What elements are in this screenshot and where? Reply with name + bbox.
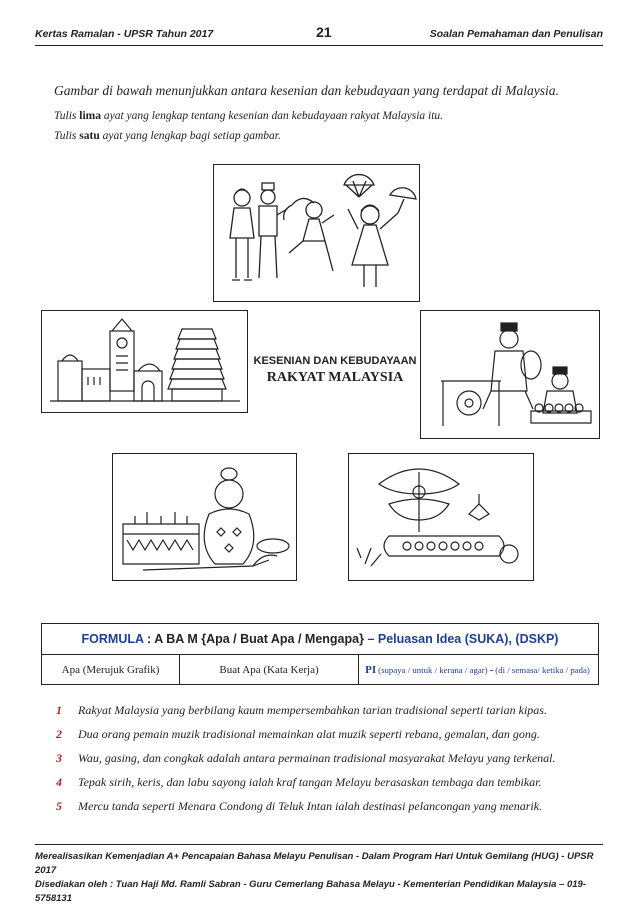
answer-item: 4 Tepak sirih, keris, dan labu sayong ialah kraf tangan Melayu berasaskan tembaga dan tembikar. (56, 775, 542, 789)
formula-extension: Peluasan Idea (SUKA), (DSKP) (377, 632, 559, 646)
header-right-text: Soalan Pemahaman dan Penulisan (429, 28, 603, 40)
formula-columns (42, 655, 598, 684)
formula-label: FORMULA (81, 632, 144, 646)
formula-col-apa: Apa (Merujuk Grafik) (42, 655, 180, 684)
footer-line-1: Merealisasikan Kemenjadian A+ Pencapaian Bahasa Melayu Penulisan - Dalam Program Hari Untuk Gemilang (HUG) - UPSR 2017 (35, 851, 594, 876)
formula-col-pi: PI (supaya / untuk / kerana / agar) - (di / semasa/ ketika / pada) (365, 663, 590, 676)
instruction-line-2: Tulis lima ayat yang lengkap tentang kesenian dan kebudayaan rakyat Malaysia itu. (54, 110, 444, 122)
answer-item: 1 Rakyat Malaysia yang berbilang kaum mempersembahkan tarian tradisional seperti tarian kipas. (56, 703, 547, 717)
center-title-line-1: KESENIAN DAN KEBUDAYAAN (253, 355, 417, 367)
formula-table (41, 623, 599, 685)
page-footer (35, 844, 603, 906)
traditional-games-illustration (348, 453, 534, 581)
formula-text: A BA M {Apa / Buat Apa / Mengapa} (154, 632, 364, 646)
instruction-line-3: Tulis satu ayat yang lengkap bagi setiap gambar. (54, 130, 281, 142)
center-title-line-2: RAKYAT MALAYSIA (266, 370, 404, 385)
formula-header: FORMULA : A BA M {Apa / Buat Apa / Mengapa} – Peluasan Idea (SUKA), (DSKP) (42, 624, 598, 655)
answer-item: 2 Dua orang pemain muzik tradisional memainkan alat muzik seperti rebana, gemalan, dan gong. (56, 727, 540, 741)
musicians-illustration (420, 310, 600, 439)
landmarks-illustration (41, 310, 248, 413)
answer-item: 5 Mercu tanda seperti Menara Condong di Teluk Intan ialah destinasi pelancongan yang menarik. (56, 799, 543, 813)
center-title (230, 355, 440, 386)
page-header (35, 23, 603, 46)
header-left-text: Kertas Ramalan - UPSR Tahun 2017 (35, 28, 214, 40)
handicraft-illustration (112, 453, 297, 581)
dancers-illustration (213, 164, 420, 302)
page-number: 21 (316, 24, 332, 40)
footer-line-2: Disediakan oleh : Tuan Haji Md. Ramli Sabran - Guru Cemerlang Bahasa Melayu - Kementerian Pendidikan Malaysia – 019-5758131 (35, 879, 586, 904)
answer-item: 3 Wau, gasing, dan congkak adalah antara permainan tradisional masyarakat Melayu yang terkenal. (56, 751, 556, 765)
formula-col-buat-apa: Buat Apa (Kata Kerja) (180, 655, 359, 684)
instruction-line-1: Gambar di bawah menunjukkan antara kesenian dan kebudayaan yang terdapat di Malaysia. (54, 83, 559, 98)
